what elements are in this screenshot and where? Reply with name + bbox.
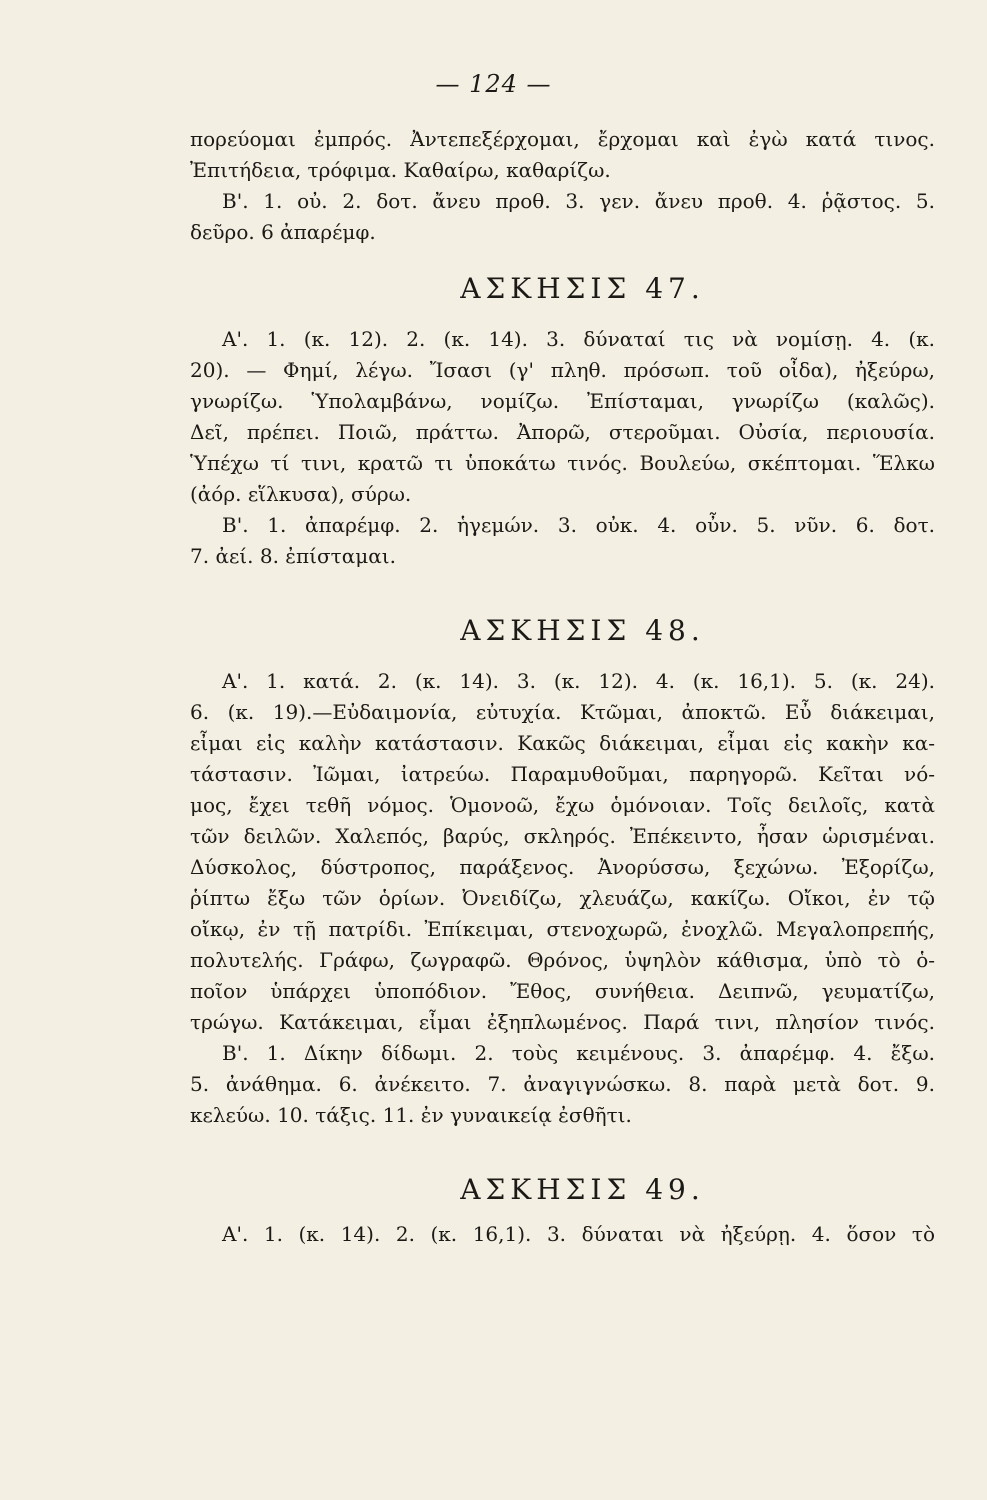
exercise-48 — [190, 602, 935, 1131]
text-line: ῥίπτω ἔξω τῶν ὁρίων. Ὀνειδίζω, χλευάζω, κακίζω. Οἴκοι, ἐν τῷ — [190, 886, 935, 910]
text-line: 7. ἀεί. 8. ἐπίσταμαι. — [190, 544, 396, 568]
text-line: Ἐπιτήδεια, τρόφιμα. Καθαίρω, καθαρίζω. — [190, 158, 611, 182]
text-line: Α'. 1. κατά. 2. (κ. 14). 3. (κ. 12). 4. (κ. 16,1). 5. (κ. 24). — [222, 669, 935, 693]
exercise-47 — [190, 260, 935, 572]
continuation-block — [190, 124, 935, 248]
text-line: Δεῖ, πρέπει. Ποιῶ, πράττω. Ἀπορῶ, στεροῦμαι. Οὐσία, περιουσία. — [190, 420, 935, 444]
text-line: τῶν δειλῶν. Χαλεπός, βαρύς, σκληρός. Ἐπέκειντο, ἦσαν ὡρισμέναι. — [190, 824, 935, 848]
text-line: 20). — Φημί, λέγω. Ἴσασι (γ' πληθ. πρόσωπ. τοῦ οἶδα), ἠξεύρω, — [190, 358, 935, 382]
text-line: οἴκῳ, ἐν τῇ πατρίδι. Ἐπίκειμαι, στενοχωρῶ, ἐνοχλῶ. Μεγαλοπρεπής, — [190, 917, 935, 941]
text-line: τρώγω. Κατάκειμαι, εἶμαι ἐξηπλωμένος. Παρά τινι, πλησίον τινός. — [190, 1010, 935, 1034]
text-line: πολυτελής. Γράφω, ζωγραφῶ. Θρόνος, ὑψηλὸν κάθισμα, ὑπὸ τὸ ὁ- — [190, 948, 935, 972]
text-line: μος, ἔχει τεθῆ νόμος. Ὁμονοῶ, ἔχω ὁμόνοιαν. Τοῖς δειλοῖς, κατὰ — [190, 793, 935, 817]
text-line: Α'. 1. (κ. 14). 2. (κ. 16,1). 3. δύναται νὰ ἠξεύρῃ. 4. ὅσον τὸ — [222, 1222, 935, 1246]
text-line: τάστασιν. Ἰῶμαι, ἰατρεύω. Παραμυθοῦμαι, παρηγορῶ. Κεῖται νό- — [190, 762, 935, 786]
text-line: γνωρίζω. Ὑπολαμβάνω, νομίζω. Ἐπίσταμαι, γνωρίζω (καλῶς). — [190, 389, 935, 413]
text-line: εἶμαι εἰς καλὴν κατάστασιν. Κακῶς διάκειμαι, εἶμαι εἰς κακὴν κα- — [190, 731, 935, 755]
text-line: Α'. 1. (κ. 12). 2. (κ. 14). 3. δύναταί τις νὰ νομίσῃ. 4. (κ. — [222, 327, 935, 351]
text-line: Β'. 1. οὐ. 2. δοτ. ἄνευ προθ. 3. γεν. ἄνευ προθ. 4. ῥᾷστος. 5. — [222, 189, 935, 213]
text-line: Δύσκολος, δύστροπος, παράξενος. Ἀνορύσσω, ξεχώνω. Ἐξορίζω, — [190, 855, 935, 879]
exercise-heading: ΑΣΚΗΣΙΣ 49. — [460, 1173, 705, 1206]
text-line: Β'. 1. ἀπαρέμφ. 2. ἡγεμών. 3. οὐκ. 4. οὖν. 5. νῦν. 6. δοτ. — [222, 513, 935, 537]
exercise-heading: ΑΣΚΗΣΙΣ 47. — [460, 272, 705, 305]
text-line: ποῖον ὑπάρχει ὑποπόδιον. Ἔθος, συνήθεια. Δειπνῶ, γευματίζω, — [190, 979, 935, 1003]
text-line: Β'. 1. Δίκην δίδωμι. 2. τοὺς κειμένους. 3. ἀπαρέμφ. 4. ἔξω. — [222, 1041, 935, 1065]
text-line: 6. (κ. 19).—Εὐδαιμονία, εὐτυχία. Κτῶμαι, ἀποκτῶ. Εὖ διάκειμαι, — [190, 700, 935, 724]
page-number: — 124 — — [435, 70, 552, 98]
text-line: κελεύω. 10. τάξις. 11. ἐν γυναικείᾳ ἐσθῆτι. — [190, 1103, 632, 1127]
body-text — [190, 124, 935, 1250]
text-line: 5. ἀνάθημα. 6. ἀνέκειτο. 7. ἀναγιγνώσκω. 8. παρὰ μετὰ δοτ. 9. — [190, 1072, 935, 1096]
text-line: πορεύομαι ἐμπρός. Ἀντεπεξέρχομαι, ἔρχομαι καὶ ἐγὼ κατά τινος. — [190, 127, 935, 151]
exercise-heading: ΑΣΚΗΣΙΣ 48. — [460, 614, 705, 647]
text-line: δεῦρο. 6 ἀπαρέμφ. — [190, 220, 376, 244]
exercise-49 — [190, 1161, 935, 1250]
text-line: Ὑπέχω τί τινι, κρατῶ τι ὑποκάτω τινός. Βουλεύω, σκέπτομαι. Ἕλκω — [190, 451, 935, 475]
text-line: (ἀόρ. εἵλκυσα), σύρω. — [190, 482, 412, 506]
